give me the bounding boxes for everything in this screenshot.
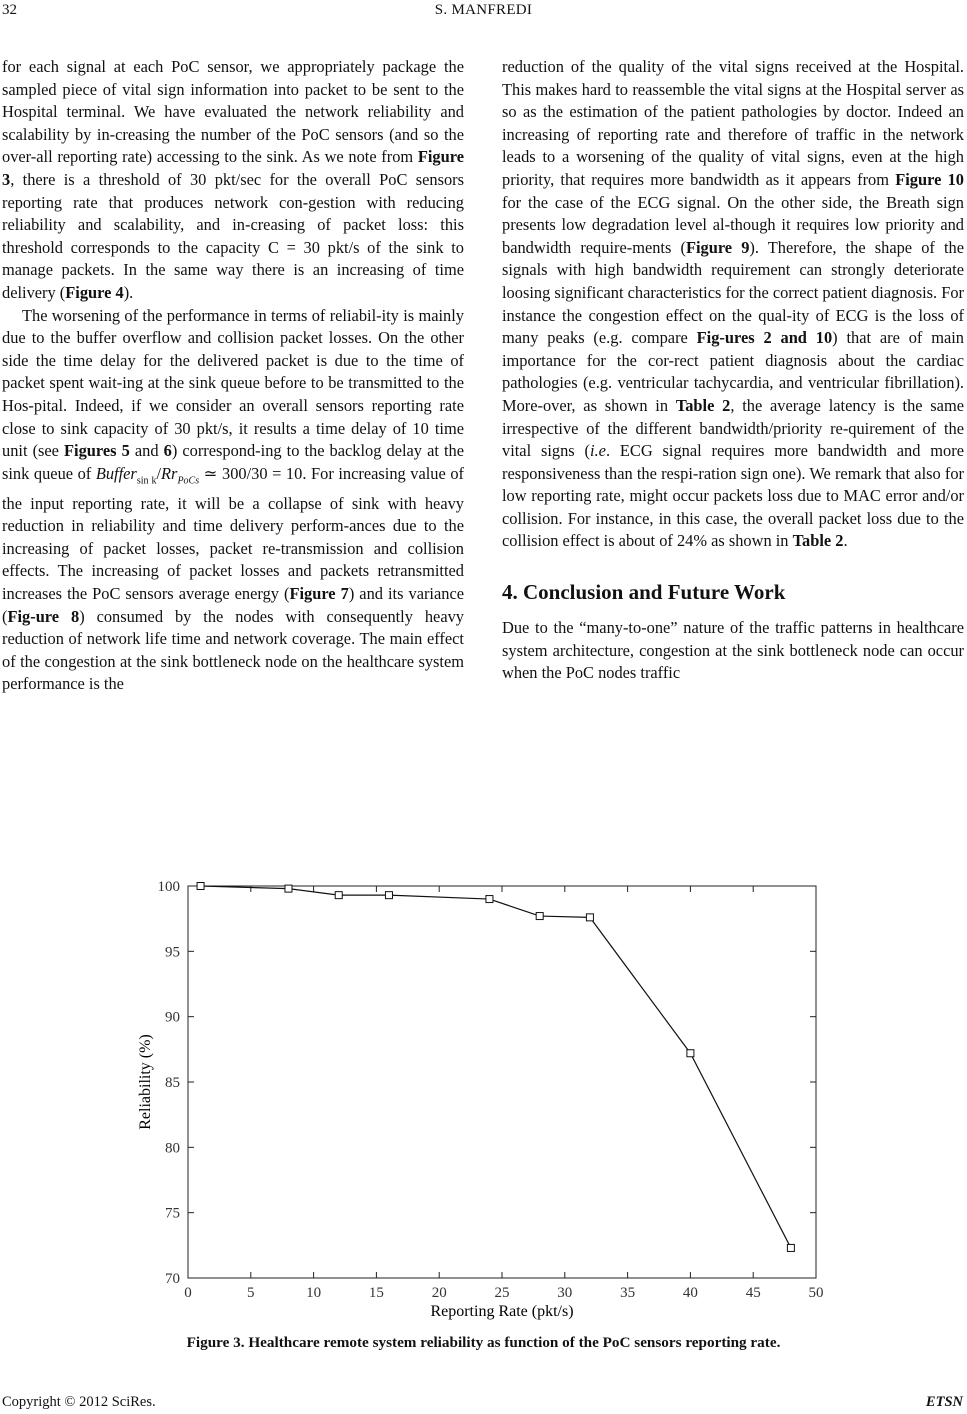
paragraph-3	[502, 56, 964, 553]
x-axis-label: Reporting Rate (pkt/s)	[430, 1303, 574, 1320]
text-run: reduction of the quality of the vital signs received at the Hospital. This makes hard to reassemble the vital signs at the Hospital server as so as the estimation of the patient pathologies by doctor. Indeed an increasing of reporting rate and therefore of traffic in the network leads to a worsening of the quality of vital signs, even at the high priority, that requires more bandwidth as it appears from	[502, 57, 964, 189]
data-point	[486, 896, 493, 903]
plot-frame	[188, 886, 816, 1278]
figure-ref: 6	[163, 441, 172, 461]
figure-ref: Fig-ures 2 and 10	[696, 328, 833, 348]
data-point	[385, 892, 392, 899]
data-point	[787, 1244, 794, 1251]
data-point	[197, 883, 204, 890]
x-tick-label: 30	[557, 1285, 573, 1301]
figure-ref: Figure 4	[65, 282, 124, 302]
x-tick-label: 15	[368, 1285, 384, 1301]
chart-axes	[158, 879, 824, 1301]
x-tick-label: 10	[306, 1285, 322, 1301]
math-sub-sink: sin k	[136, 474, 157, 486]
x-tick-label: 35	[620, 1285, 636, 1301]
text-run: The worsening of the performance in terms of reliabil-ity is mainly due to the buffer overflow and collision packet losses. On the other side the time delay for the delivered packet is due to the time of packet spent wait-ing at the sink queue before to be transmitted to the Hos-pital. Indeed, if we consider an overall sensors reporting rate close to sink capacity of 30 pkt/s, it results a time delay of 10 time unit (see	[2, 305, 464, 461]
math-rr: Rr	[161, 463, 178, 483]
figure-ref: Figures 5	[64, 441, 130, 461]
text-run: for the case of the ECG signal. On the other side, the Breath sign presents low degradation level al-though it requires low priority and bandwidth require-ments (	[502, 192, 964, 257]
paragraph-1	[2, 56, 464, 305]
text-run: ) and its variance (	[2, 583, 464, 626]
figure-ref: Figure 9	[685, 237, 750, 257]
paragraph-2	[2, 305, 464, 696]
math-slash: /	[156, 463, 162, 483]
data-point	[687, 1050, 694, 1057]
figure-ref: Figure 7	[289, 583, 349, 603]
y-tick-label: 90	[165, 1009, 180, 1026]
y-axis-label: Reliability (%)	[137, 1034, 154, 1130]
page-header	[0, 2, 967, 24]
text-run: for each signal at each PoC sensor, we appropriately package the sampled piece of vital sign information into packet to be sent to the Hospital terminal. We have evaluated the network reliability and scalability by in-creasing the number of the PoC sensors (and so the over-all reporting rate) accessing to the sink. As we note from	[2, 57, 464, 167]
text-run: and	[129, 441, 164, 461]
table-ref: Table 2	[675, 395, 731, 415]
y-tick-label: 75	[165, 1205, 180, 1222]
y-tick-label: 85	[165, 1075, 180, 1091]
x-tick-label: 20	[431, 1285, 447, 1301]
copyright-notice: Copyright © 2012 SciRes.	[2, 1394, 156, 1410]
math-rest: ≃ 300/30 = 10	[199, 463, 303, 483]
text-run: , the average latency is the same irrespective of the different bandwidth/priority re-quirement of the vital signs (	[502, 395, 964, 461]
x-tick-label: 45	[745, 1285, 761, 1301]
x-tick-label: 25	[494, 1285, 510, 1301]
right-column	[502, 56, 964, 685]
journal-name: ETSN	[925, 1394, 963, 1410]
page-number: 32	[2, 2, 17, 18]
y-tick-label: 95	[165, 944, 180, 961]
reliability-chart	[120, 868, 840, 1328]
x-tick-label: 50	[808, 1285, 824, 1301]
figure-ref: Fig-ure 8	[7, 606, 80, 626]
data-point	[586, 914, 593, 921]
paragraph-4: Due to the “many-to-one” nature of the traffic patterns in healthcare system architecture, congestion at the sink bottleneck node can occur when the PoC nodes traffic	[502, 618, 964, 683]
text-run: ). Therefore, the shape of the signals with high bandwidth requirement can strongly deteriorate loosing significant characteristics for the correct patient diagnosis. For instance the congestion effect on the qual-ity of ECG is the loss of many peaks (e.g. compare	[502, 237, 964, 348]
page-footer	[0, 1394, 967, 1414]
text-run: , there is a threshold of 30 pkt/sec for the overall PoC sensors reporting rate that produces network con-gestion with reducing reliability and scalability, and in-creasing of packet loss: this threshold corresponds to the capacity C = 30 pkt/s of the sink to manage packets. In the same way there is an increasing of time delivery (	[2, 169, 464, 302]
text-run: . ECG signal requires more bandwidth and more responsiveness than the respi-ration sign one). We remark that also for low reporting rate, might occur packets loss due to MAC error and/or collision. For instance, in this case, the overall packet loss due to the collision effect is about of 24% as shown in	[502, 441, 964, 551]
text-run: ) correspond-ing to the backlog delay at the sink queue of	[2, 441, 464, 483]
figure-ref: Figure 3	[2, 147, 464, 189]
figure-ref: Figure 10	[895, 169, 964, 189]
text-run: ) consumed by the nodes with consequently heavy reduction of network life time and network coverage. The main effect of the congestion at the sink bottleneck node on the healthcare system performance is the	[2, 606, 464, 694]
data-point	[536, 913, 543, 920]
italic-ie: i.e	[590, 441, 606, 461]
y-tick-label: 80	[165, 1140, 180, 1157]
left-column	[2, 56, 464, 696]
series-line	[201, 886, 791, 1248]
section-heading: 4. Conclusion and Future Work	[502, 580, 786, 605]
text-run: .	[843, 531, 848, 551]
running-author: S. MANFREDI	[434, 2, 533, 18]
x-tick-label: 0	[184, 1285, 192, 1301]
text-run: . For increasing value of the input reporting rate, it will be a collapse of sink with heavy reduction in reliability and time delivery perform-ances due to the increasing of packet losses, packet re-transmission and collision effects. The increasing of packet losses and packets retransmitted increases the PoC sensors average energy (	[2, 463, 465, 603]
y-tick-label: 100	[157, 879, 180, 895]
figure-caption: Figure 3. Healthcare remote system reliability as function of the PoC sensors reporting rate.	[186, 1334, 781, 1351]
inline-equation	[95, 463, 303, 486]
math-buffer: Buffer	[95, 463, 137, 483]
text-run: ).	[123, 282, 134, 302]
x-tick-label: 5	[247, 1285, 255, 1301]
x-tick-label: 40	[682, 1285, 698, 1301]
data-point	[285, 885, 292, 892]
data-point	[335, 892, 342, 899]
y-tick-label: 70	[165, 1271, 180, 1287]
chart-plot	[197, 883, 794, 1252]
table-ref: Table 2	[792, 531, 844, 551]
text-run: ) that are of main importance for the cor-rect patient diagnosis about the cardiac pathologies (e.g. ventricular tachycardia, and ventricular fibrillation). More-over, as shown in	[502, 328, 965, 415]
math-sub-pocs: PoCs	[177, 474, 200, 486]
